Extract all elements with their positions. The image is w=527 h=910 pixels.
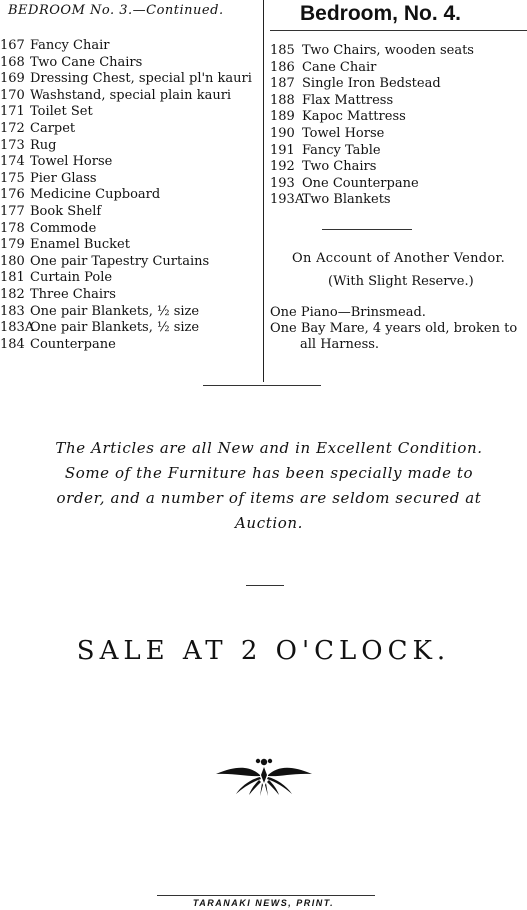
lot-description: Two Chairs <box>302 159 377 175</box>
list-item <box>270 143 474 160</box>
lot-number: 191 <box>270 142 295 158</box>
lot-number: 170 <box>0 87 25 103</box>
lot-number: 179 <box>0 237 25 253</box>
lot-description: Counterpane <box>30 336 116 352</box>
lot-description: Towel Horse <box>30 154 113 170</box>
list-item <box>0 270 252 287</box>
lot-description: Washstand, special plain kauri <box>30 87 232 103</box>
lot-description: Three Chairs <box>30 286 116 302</box>
lot-number: 186 <box>270 59 295 75</box>
list-item <box>0 187 252 204</box>
lot-number: 169 <box>0 71 25 87</box>
list-item <box>270 93 474 110</box>
list-item: all Harness. <box>300 337 380 352</box>
lot-number: 174 <box>0 154 25 170</box>
list-item <box>0 104 252 121</box>
lot-number: 181 <box>0 270 25 286</box>
lot-description: One pair Tapestry Curtains <box>30 253 210 269</box>
lot-number: 189 <box>270 109 295 125</box>
lot-number: 183A <box>0 320 35 336</box>
list-item <box>0 304 252 321</box>
list-item <box>0 337 252 354</box>
lot-description: Medicine Cupboard <box>30 187 161 203</box>
lot-description: Kapoc Mattress <box>302 109 406 125</box>
lot-description: Two Cane Chairs <box>30 54 143 70</box>
lot-number: 171 <box>0 104 25 120</box>
list-item <box>0 221 252 238</box>
list-item <box>0 287 252 304</box>
sale-time-heading: SALE AT 2 O'CLOCK. <box>76 636 451 666</box>
lot-number: 190 <box>270 125 295 141</box>
lot-description: Pier Glass <box>30 170 97 186</box>
lot-description: Book Shelf <box>30 203 102 219</box>
lot-number: 183 <box>0 303 25 319</box>
list-item <box>270 109 474 126</box>
lot-number: 188 <box>270 92 295 108</box>
list-item <box>0 171 252 188</box>
list-item: One Bay Mare, 4 years old, broken to <box>270 321 518 336</box>
list-item <box>270 43 474 60</box>
lot-description: Cane Chair <box>302 59 377 75</box>
lot-number: 176 <box>0 187 25 203</box>
list-item <box>0 154 252 171</box>
list-item <box>0 254 252 271</box>
other-vendor-list <box>270 305 517 353</box>
lot-number: 180 <box>0 253 25 269</box>
lot-description: Curtain Pole <box>30 270 113 286</box>
lot-description: One Counterpane <box>302 175 419 191</box>
lot-description: Rug <box>30 137 57 153</box>
list-item <box>270 126 474 143</box>
bedroom-4-list <box>270 43 474 209</box>
lot-description: Flax Mattress <box>302 92 394 108</box>
lot-number: 168 <box>0 54 25 70</box>
lot-description: One pair Blankets, ½ size <box>30 303 200 319</box>
bedroom-3-continued-heading: BEDROOM No. 3.—Continued. <box>8 3 224 18</box>
section-rule <box>203 385 321 386</box>
list-item <box>0 320 252 337</box>
printer-imprint: TARANAKI NEWS, PRINT. <box>192 898 335 908</box>
lot-number: 172 <box>0 120 25 136</box>
lot-description: Fancy Chair <box>30 38 110 53</box>
list-item <box>0 138 252 155</box>
lot-number: 175 <box>0 170 25 186</box>
list-item <box>270 60 474 77</box>
lot-description: Two Blankets <box>302 192 391 208</box>
column-divider <box>263 0 264 382</box>
list-item <box>0 237 252 254</box>
other-vendor-heading: On Account of Another Vendor. <box>292 251 506 266</box>
section-rule <box>246 585 284 586</box>
list-item <box>270 176 474 193</box>
lot-number: 177 <box>0 203 25 219</box>
section-rule <box>322 229 412 230</box>
lot-description: Fancy Table <box>302 142 381 158</box>
lot-number: 185 <box>270 43 295 58</box>
list-item <box>270 76 474 93</box>
bedroom-4-heading: Bedroom, No. 4. <box>300 2 462 25</box>
lot-description: Carpet <box>30 120 76 136</box>
list-item: One Piano—Brinsmead. <box>270 305 426 320</box>
bedroom-3-list <box>0 38 252 353</box>
reserve-note: (With Slight Reserve.) <box>328 274 474 289</box>
list-item <box>270 159 474 176</box>
lot-description: Two Chairs, wooden seats <box>302 43 474 58</box>
lot-description: Enamel Bucket <box>30 237 130 253</box>
list-item <box>0 38 252 55</box>
list-item <box>0 55 252 72</box>
list-item <box>0 71 252 88</box>
lot-number: 192 <box>270 159 295 175</box>
lot-number: 167 <box>0 38 25 53</box>
lot-description: Dressing Chest, special pl'n kauri <box>30 71 252 87</box>
fleuron-ornament <box>212 752 316 802</box>
lot-description: Commode <box>30 220 97 236</box>
heading-rule <box>270 30 527 31</box>
lot-number: 182 <box>0 286 25 302</box>
lot-description: Towel Horse <box>302 125 385 141</box>
list-item <box>0 204 252 221</box>
printer-rule <box>157 895 375 896</box>
lot-description: One pair Blankets, ½ size <box>30 320 200 336</box>
lot-description: Single Iron Bedstead <box>302 76 441 92</box>
lot-description: Toilet Set <box>30 104 93 120</box>
condition-notice: The Articles are all New and in Excellent Condition. Some of the Furniture has been specially made to order, and a number of items are seldom secured at Auction. <box>55 439 483 532</box>
lot-number: 193 <box>270 175 295 191</box>
list-item <box>270 192 474 209</box>
lot-number: 178 <box>0 220 25 236</box>
list-item <box>0 121 252 138</box>
lot-number: 187 <box>270 76 295 92</box>
lot-number: 193A <box>270 192 305 208</box>
lot-number: 173 <box>0 137 25 153</box>
list-item <box>0 88 252 105</box>
lot-number: 184 <box>0 336 25 352</box>
